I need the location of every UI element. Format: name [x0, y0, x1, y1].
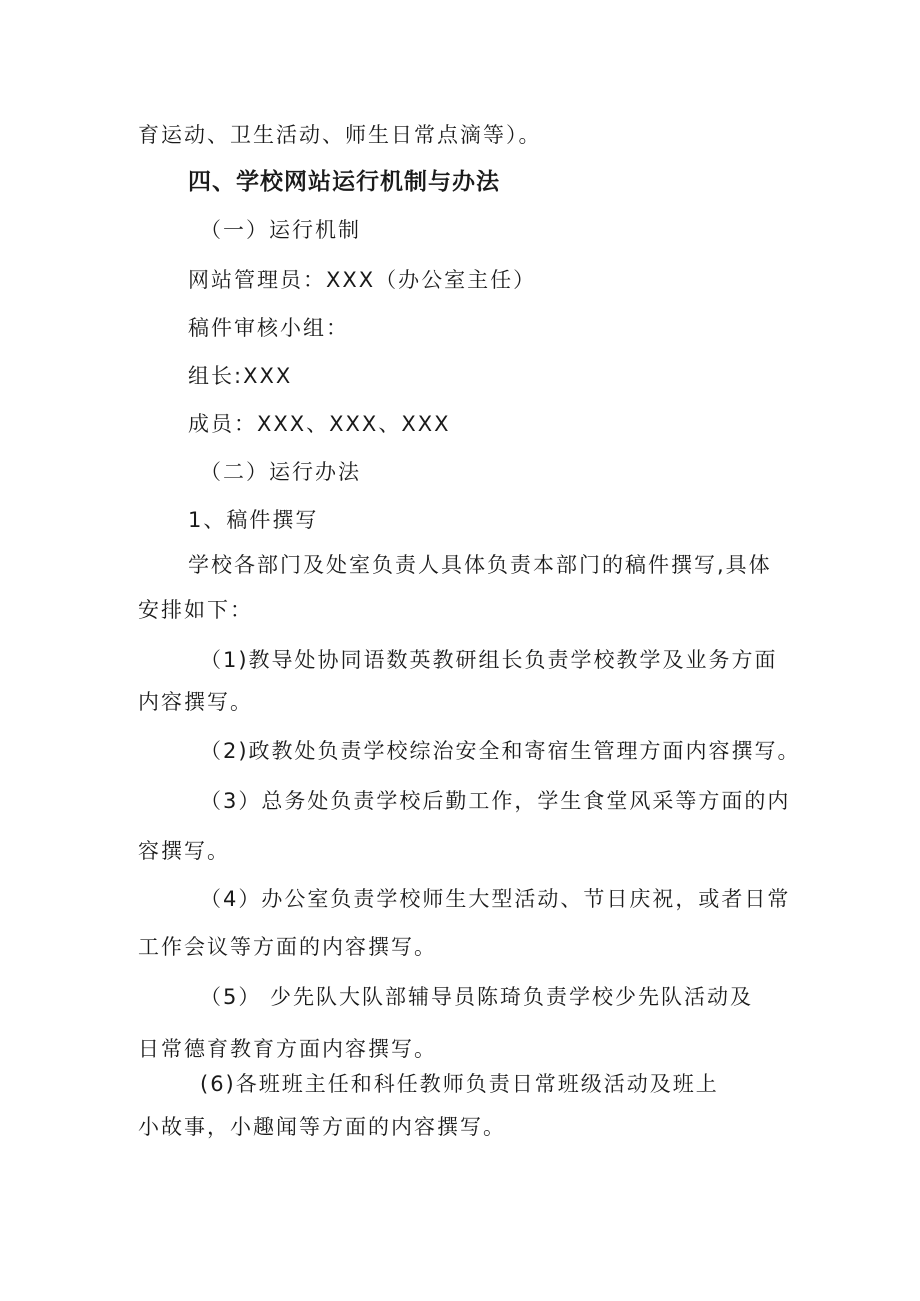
list-item-line: 容撰写。: [138, 839, 230, 863]
list-item-line: （3）总务处负责学校后勤工作，学生食堂风采等方面的内: [200, 789, 791, 813]
continuation-line: 育运动、卫生活动、师生日常点滴等）。: [138, 123, 542, 147]
list-item-line: (6)各班班主任和科任教师负责日常班级活动及班上: [200, 1072, 719, 1096]
paragraph-line: 安排如下：: [138, 598, 253, 622]
section-heading: 四、学校网站运行机制与办法: [188, 169, 500, 195]
paragraph-line: 1、稿件撰写: [188, 508, 319, 532]
subsection-heading: （一）运行机制: [200, 218, 361, 242]
list-item-line: 小故事，小趣闻等方面的内容撰写。: [138, 1115, 506, 1139]
subsection-heading: （二）运行办法: [200, 460, 361, 484]
list-item-line: （2)政教处负责学校综治安全和寄宿生管理方面内容撰写。: [200, 739, 801, 763]
paragraph-line: 网站管理员：XXX（办公室主任）: [188, 268, 537, 292]
paragraph-line: 学校各部门及处室负责人具体负责本部门的稿件撰写,具体: [188, 553, 772, 577]
list-item-line: 工作会议等方面的内容撰写。: [138, 935, 437, 959]
list-item-line: （1)教导处协同语数英教研组长负责学校教学及业务方面: [200, 648, 778, 672]
list-item-line: 内容撰写。: [138, 690, 253, 714]
list-item-line: 日常德育教育方面内容撰写。: [138, 1037, 437, 1061]
list-item-line: （5） 少先队大队部辅导员陈琦负责学校少先队活动及: [200, 985, 754, 1009]
paragraph-line: 组长:XXX: [188, 364, 293, 388]
paragraph-line: 稿件审核小组：: [188, 316, 349, 340]
paragraph-line: 成员：XXX、XXX、XXX: [188, 412, 451, 436]
list-item-line: （4）办公室负责学校师生大型活动、节日庆祝，或者日常: [200, 887, 791, 911]
